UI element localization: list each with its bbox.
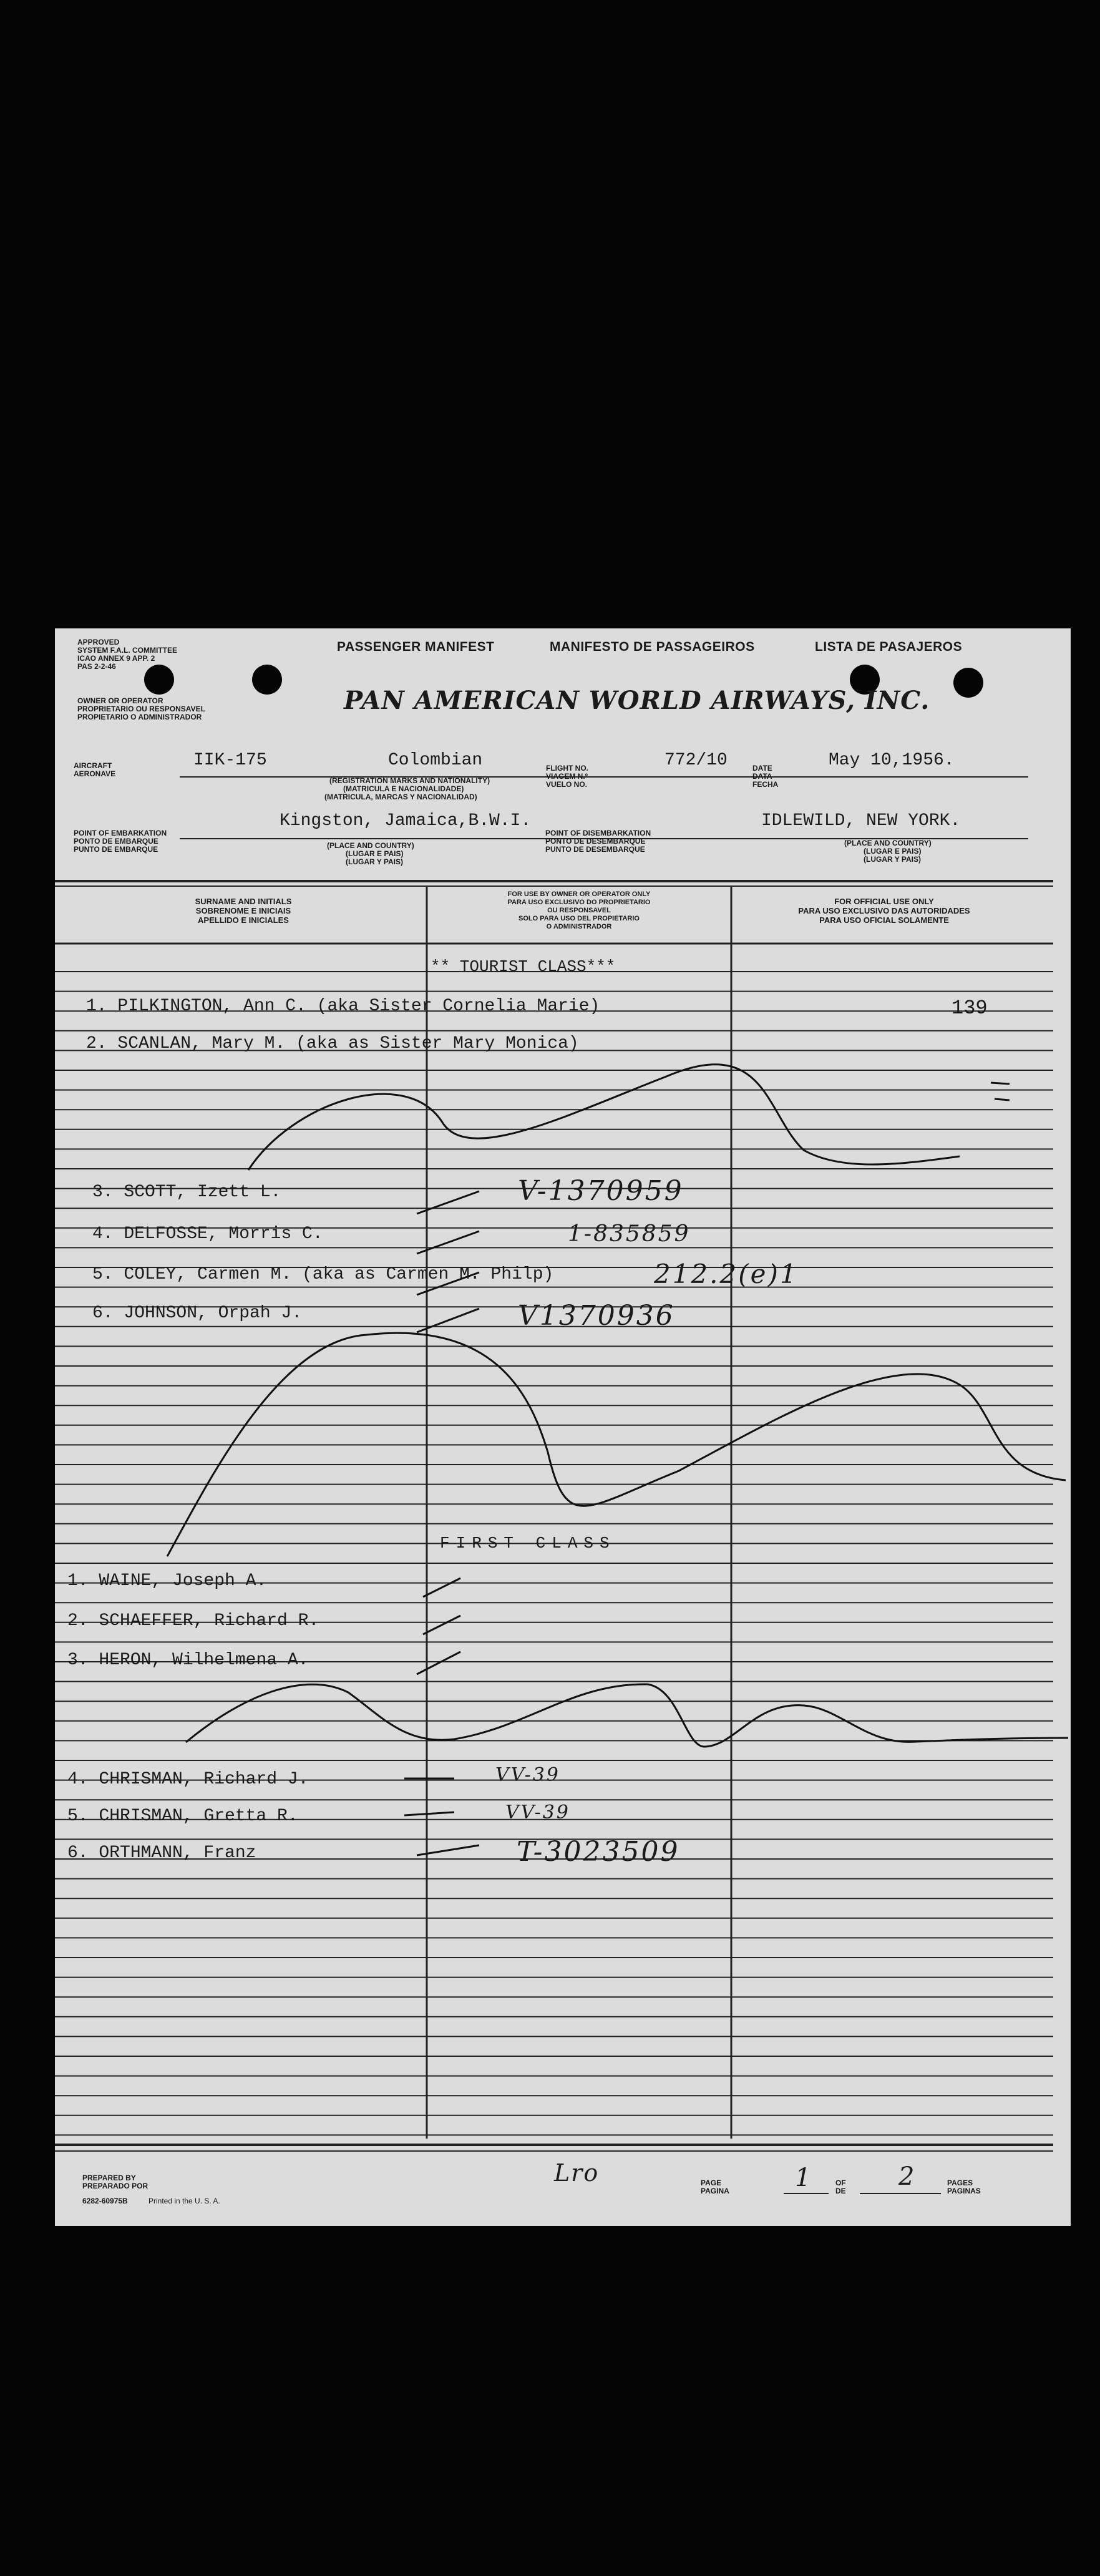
passenger-row: 2. SCANLAN, Mary M. (aka as Sister Mary Monica) xyxy=(86,1034,579,1053)
place-label-3: (LUGAR Y PAIS) xyxy=(346,857,404,866)
place-label-3b: (LUGAR Y PAIS) xyxy=(864,855,922,864)
visa-number: T-3023509 xyxy=(517,1836,680,1868)
owner-label-en: OWNER OR OPERATOR xyxy=(77,696,163,705)
date-label-2: DATA xyxy=(752,772,772,781)
registration-label-3: (MATRICULA, MARCAS Y NACIONALIDAD) xyxy=(324,793,477,801)
owner-label-es: PROPIETARIO O ADMINISTRADOR xyxy=(77,713,202,721)
passenger-row: 2. SCHAEFFER, Richard R. xyxy=(67,1611,319,1631)
title-en: PASSENGER MANIFEST xyxy=(337,640,495,654)
visa-number: 212.2(e)1 xyxy=(654,1259,799,1289)
pages-label-2: PAGINAS xyxy=(947,2187,981,2195)
flight-no-label-2: VIAGEM N.º xyxy=(546,772,588,781)
col3-head-3: PARA USO OFICIAL SOLAMENTE xyxy=(819,915,949,925)
embark-label-3: PUNTO DE EMBARQUE xyxy=(74,845,158,854)
passenger-row: 1. PILKINGTON, Ann C. (aka Sister Cornelia Marie) xyxy=(86,997,600,1016)
date-label-3: FECHA xyxy=(752,780,779,789)
title-pt: MANIFESTO DE PASSAGEIROS xyxy=(550,640,755,654)
official-number: 139 xyxy=(952,997,988,1020)
page-label-2: PAGINA xyxy=(701,2187,729,2195)
passenger-row: 6. JOHNSON, Orpah J. xyxy=(92,1304,303,1323)
registration-label-2: (MATRICULA E NACIONALIDADE) xyxy=(343,784,464,793)
passenger-row: 5. COLEY, Carmen M. (aka as Carmen M. Philp) xyxy=(92,1265,554,1284)
registration-label-1: (REGISTRATION MARKS AND NATIONALITY) xyxy=(329,776,490,785)
passenger-row: 6. ORTHMANN, Franz xyxy=(67,1843,256,1863)
form-grid xyxy=(55,628,1071,2226)
of-label-2: DE xyxy=(835,2187,846,2195)
pages-label-1: PAGES xyxy=(947,2178,973,2187)
disembark-label-1: POINT OF DISEMBARKATION xyxy=(545,829,651,837)
visa-number: V1370936 xyxy=(518,1300,675,1332)
surname-column-header xyxy=(60,897,427,925)
page-label-1: PAGE xyxy=(701,2178,722,2187)
disembarkation-place: IDLEWILD, NEW YORK. xyxy=(761,811,961,831)
pas-label: PAS 2-2-46 xyxy=(77,662,116,671)
place-label-2: (LUGAR E PAIS) xyxy=(346,849,404,858)
airline-logo: PAN AMERICAN WORLD AIRWAYS, INC. xyxy=(344,686,930,715)
passenger-manifest-form xyxy=(55,628,1071,2226)
punch-hole xyxy=(953,668,983,698)
visa-number: V-1370959 xyxy=(518,1175,684,1207)
operator-column-header xyxy=(427,890,731,931)
date-label-1: DATE xyxy=(752,764,772,773)
col1-head-2: SOBRENOME E INICIAIS xyxy=(195,906,291,915)
icao-label: ICAO ANNEX 9 APP. 2 xyxy=(77,654,155,663)
place-label-1: (PLACE AND COUNTRY) xyxy=(327,841,414,850)
preparado-por-label: PREPARADO POR xyxy=(82,2182,148,2190)
passenger-row: 3. HERON, Wilhelmena A. xyxy=(67,1651,309,1670)
printed-in-label: Printed in the U. S. A. xyxy=(148,2197,220,2205)
preparer-initials: Lro xyxy=(554,2159,600,2187)
passenger-row: 1. WAINE, Joseph A. xyxy=(67,1571,267,1591)
prepared-by-label: PREPARED BY xyxy=(82,2174,136,2182)
page-number: 1 xyxy=(795,2164,813,2192)
first-class-header: FIRST CLASS xyxy=(440,1534,616,1553)
col2-head-1: FOR USE BY OWNER OR OPERATOR ONLY xyxy=(507,890,651,898)
passenger-row: 4. DELFOSSE, Morris C. xyxy=(92,1224,323,1244)
col3-head-2: PARA USO EXCLUSIVO DAS AUTORIDADES xyxy=(798,906,970,915)
title-es: LISTA DE PASAJEROS xyxy=(815,640,963,654)
passenger-row: 3. SCOTT, Izett L. xyxy=(92,1183,281,1202)
passenger-row: 4. CHRISMAN, Richard J. xyxy=(67,1770,309,1789)
flight-number: 772/10 xyxy=(664,751,728,770)
aircraft-registration: IIK-175 xyxy=(193,751,267,770)
tourist-class-header: ** TOURIST CLASS*** xyxy=(431,957,616,976)
official-column-header xyxy=(731,897,1037,925)
visa-number: 1-835859 xyxy=(568,1221,691,1247)
punch-hole xyxy=(144,665,174,695)
aeronave-label: AERONAVE xyxy=(74,769,116,778)
aircraft-label: AIRCRAFT xyxy=(74,761,112,770)
embarkation-place: Kingston, Jamaica,B.W.I. xyxy=(280,811,532,831)
embark-label-1: POINT OF EMBARKATION xyxy=(74,829,167,837)
col2-head-5: O ADMINISTRADOR xyxy=(546,923,612,930)
approved-label: APPROVED xyxy=(77,638,120,646)
owner-label-pt: PROPRIETARIO OU RESPONSAVEL xyxy=(77,705,205,713)
visa-number: VV-39 xyxy=(505,1802,570,1823)
passenger-row: 5. CHRISMAN, Gretta R. xyxy=(67,1807,298,1826)
flight-no-label-1: FLIGHT NO. xyxy=(546,764,588,773)
flight-no-label-3: VUELO NO. xyxy=(546,780,588,789)
col2-head-3: OU RESPONSAVEL xyxy=(547,907,611,914)
col2-head-2: PARA USO EXCLUSIVO DO PROPRIETARIO xyxy=(507,899,651,906)
col1-head-3: APELLIDO E INICIALES xyxy=(198,915,289,925)
embark-label-2: PONTO DE EMBARQUE xyxy=(74,837,158,846)
total-pages: 2 xyxy=(898,2162,917,2191)
col3-head-1: FOR OFFICIAL USE ONLY xyxy=(834,897,934,906)
disembark-label-2: PONTO DE DESEMBARQUE xyxy=(545,837,646,846)
col2-head-4: SOLO PARA USO DEL PROPIETARIO xyxy=(518,915,640,922)
place-label-1b: (PLACE AND COUNTRY) xyxy=(844,839,932,847)
disembark-label-3: PUNTO DE DESEMBARQUE xyxy=(545,845,645,854)
flight-date: May 10,1956. xyxy=(829,751,955,770)
visa-number: VV-39 xyxy=(495,1764,560,1786)
form-number: 6282-60975B xyxy=(82,2197,128,2205)
place-label-2b: (LUGAR E PAIS) xyxy=(864,847,922,856)
committee-label: SYSTEM F.A.L. COMMITTEE xyxy=(77,646,178,655)
aircraft-nationality: Colombian xyxy=(388,751,483,770)
col1-head-1: SURNAME AND INITIALS xyxy=(195,897,292,906)
of-label-1: OF xyxy=(835,2178,846,2187)
punch-hole xyxy=(252,665,282,695)
